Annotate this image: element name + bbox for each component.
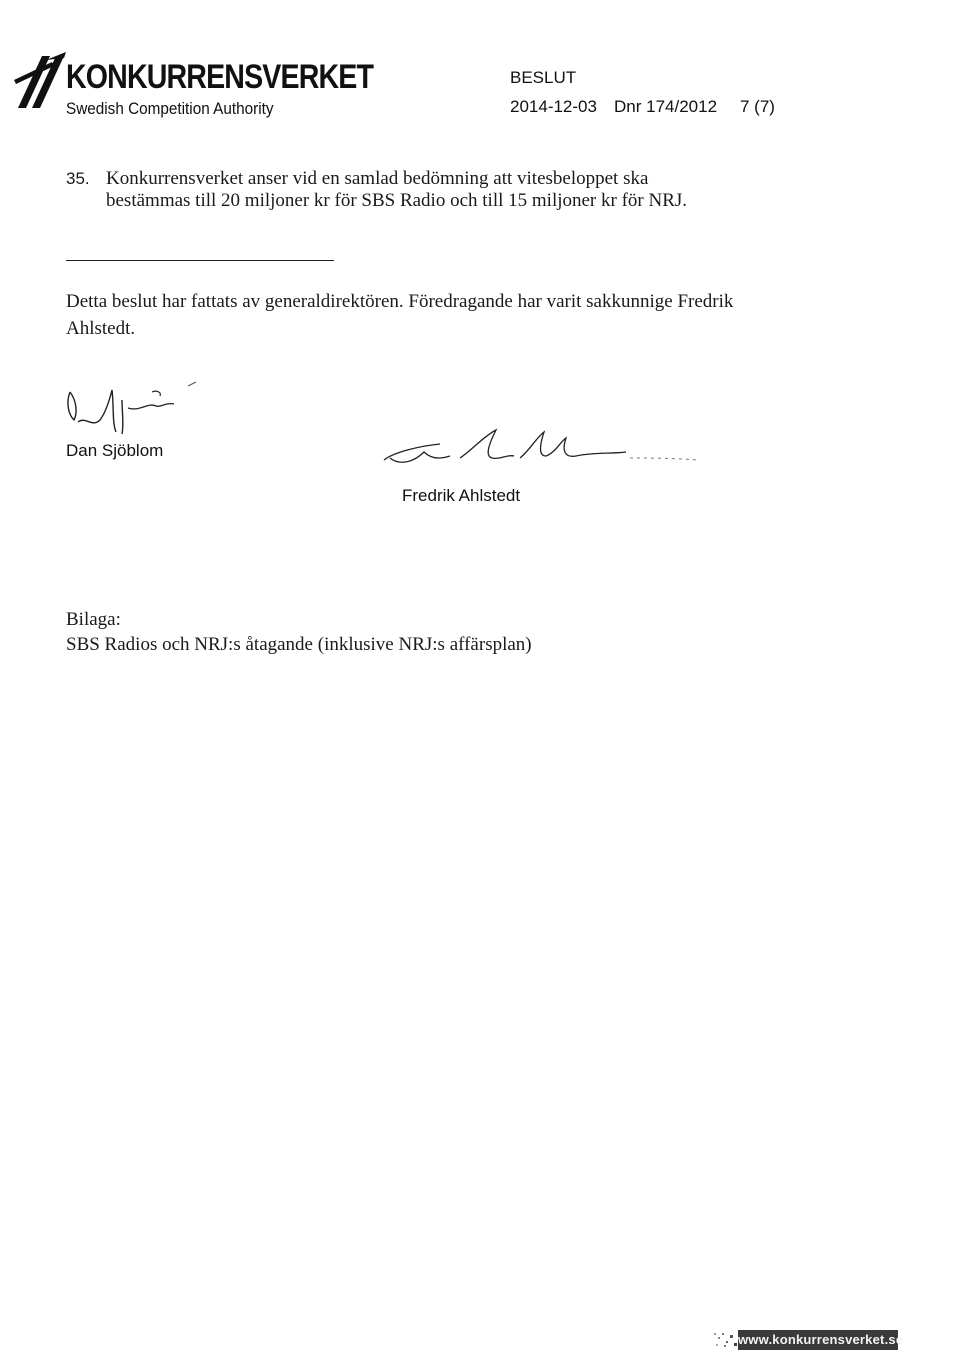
paragraph-line-1: Konkurrensverket anser vid en samlad bedömning att vitesbeloppet ska [106, 168, 649, 189]
page-indicator: 7 (7) [740, 97, 775, 116]
document-type: BESLUT [510, 68, 577, 87]
paragraph-line-2: bestämmas till 20 miljoner kr för SBS Radio och till 15 miljoner kr för NRJ. [106, 190, 688, 211]
signatory-name-1: Dan Sjöblom [66, 441, 164, 460]
footer-website: www.konkurrensverket.se [738, 1330, 898, 1350]
document-meta [510, 97, 775, 117]
footer-halftone-icon [712, 1330, 738, 1350]
attachment-label: Bilaga: [66, 609, 121, 630]
attachment-text: SBS Radios och NRJ:s åtagande (inklusive NRJ:s affärsplan) [66, 634, 532, 655]
document-date: 2014-12-03 [510, 97, 597, 116]
signature-fredrik-ahlstedt-icon [380, 422, 710, 478]
organization-subtitle: Swedish Competition Authority [66, 99, 274, 118]
signature-dan-sjoblom-icon [56, 372, 216, 452]
paragraph-number: 35. [66, 169, 90, 188]
case-number: Dnr 174/2012 [614, 97, 718, 116]
divider-line [66, 260, 334, 261]
konkurrensverket-logo-icon [12, 50, 70, 114]
organization-name: KONKURRENSVERKET [66, 58, 374, 96]
paragraph-text [66, 168, 766, 212]
paragraph-35 [66, 168, 766, 212]
decision-note: Detta beslut har fattats av generaldirektören. Föredragande har varit sakkunnige Fredrik Ahlstedt. [66, 291, 734, 339]
signatory-name-2: Fredrik Ahlstedt [402, 486, 521, 505]
